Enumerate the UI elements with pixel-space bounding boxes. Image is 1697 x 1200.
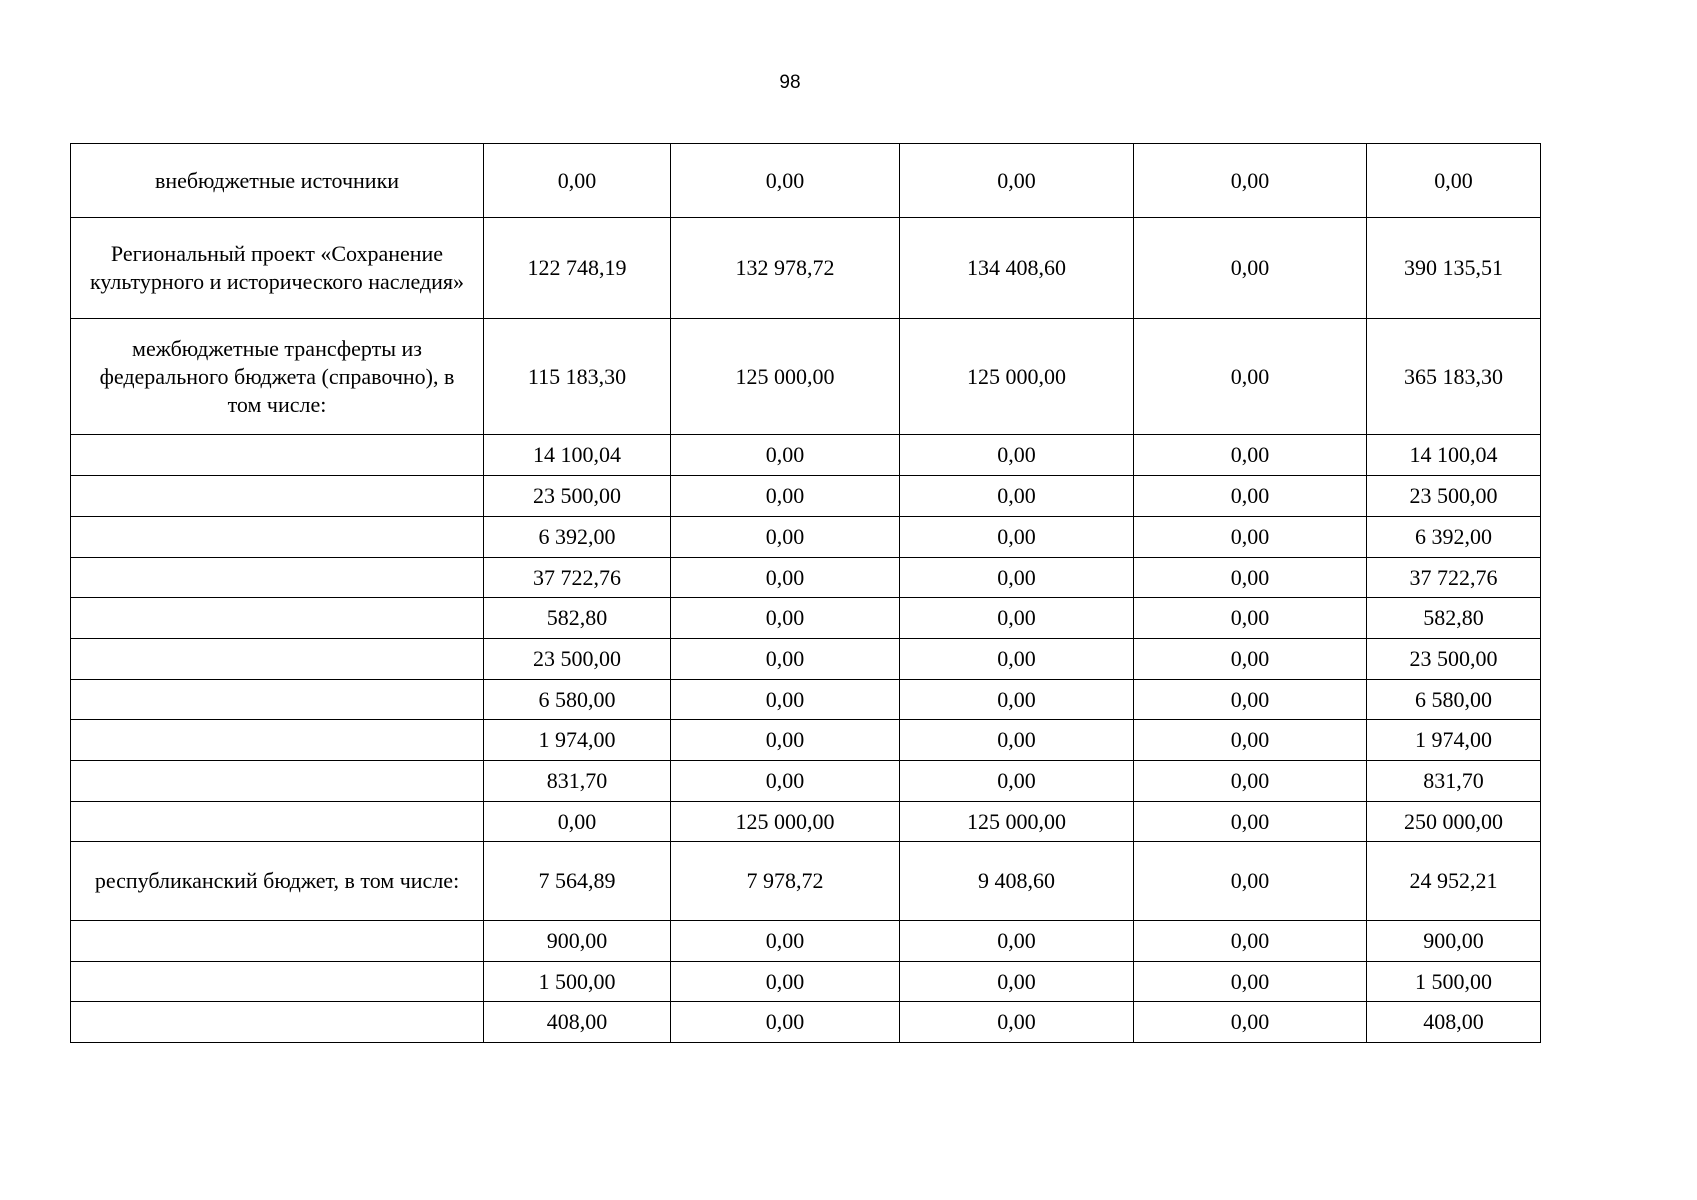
value-cell: 37 722,76: [1367, 558, 1541, 598]
table-row: [71, 435, 1541, 476]
value-cell: 582,80: [1367, 598, 1541, 639]
value-cell: 0,00: [900, 720, 1134, 761]
value-cell: 0,00: [900, 476, 1134, 517]
value-cell: 132 978,72: [671, 218, 900, 319]
value-cell: 0,00: [1134, 558, 1367, 598]
value-cell: 0,00: [1134, 1002, 1367, 1043]
table-row: [71, 319, 1541, 435]
value-cell: 0,00: [1134, 921, 1367, 962]
value-cell: 0,00: [484, 144, 671, 218]
value-cell: 900,00: [484, 921, 671, 962]
value-cell: 125 000,00: [900, 802, 1134, 842]
value-cell: 1 974,00: [1367, 720, 1541, 761]
row-label: [71, 1002, 484, 1043]
row-label: Региональный проект «Сохранение культурного и исторического наследия»: [71, 218, 484, 319]
value-cell: 0,00: [1134, 802, 1367, 842]
value-cell: 0,00: [1134, 218, 1367, 319]
table-row: [71, 639, 1541, 680]
table-row: [71, 761, 1541, 802]
value-cell: 0,00: [900, 558, 1134, 598]
table-row: [71, 144, 1541, 218]
value-cell: 0,00: [671, 598, 900, 639]
table-row: [71, 598, 1541, 639]
value-cell: 6 580,00: [1367, 680, 1541, 720]
value-cell: 0,00: [900, 1002, 1134, 1043]
value-cell: 0,00: [1367, 144, 1541, 218]
table-row: [71, 517, 1541, 558]
value-cell: 250 000,00: [1367, 802, 1541, 842]
value-cell: 0,00: [1134, 680, 1367, 720]
value-cell: 0,00: [671, 476, 900, 517]
value-cell: 23 500,00: [1367, 639, 1541, 680]
value-cell: 408,00: [1367, 1002, 1541, 1043]
value-cell: 0,00: [671, 921, 900, 962]
value-cell: 0,00: [1134, 476, 1367, 517]
row-label: [71, 962, 484, 1002]
page-number: 98: [779, 72, 801, 93]
table-row: [71, 680, 1541, 720]
value-cell: 0,00: [1134, 842, 1367, 921]
value-cell: 0,00: [1134, 962, 1367, 1002]
row-label: [71, 639, 484, 680]
value-cell: 0,00: [900, 921, 1134, 962]
row-label: внебюджетные источники: [71, 144, 484, 218]
row-label: [71, 558, 484, 598]
table-row: [71, 476, 1541, 517]
table-row: [71, 558, 1541, 598]
value-cell: 900,00: [1367, 921, 1541, 962]
value-cell: 0,00: [900, 680, 1134, 720]
table-row: [71, 921, 1541, 962]
value-cell: 0,00: [671, 680, 900, 720]
row-label: [71, 802, 484, 842]
value-cell: 23 500,00: [484, 639, 671, 680]
value-cell: 0,00: [1134, 435, 1367, 476]
value-cell: 0,00: [671, 517, 900, 558]
value-cell: 134 408,60: [900, 218, 1134, 319]
value-cell: 14 100,04: [1367, 435, 1541, 476]
value-cell: 125 000,00: [671, 319, 900, 435]
value-cell: 24 952,21: [1367, 842, 1541, 921]
row-label: [71, 761, 484, 802]
row-label: [71, 921, 484, 962]
value-cell: 23 500,00: [484, 476, 671, 517]
value-cell: 0,00: [671, 639, 900, 680]
value-cell: 390 135,51: [1367, 218, 1541, 319]
value-cell: 0,00: [900, 598, 1134, 639]
row-label: республиканский бюджет, в том числе:: [71, 842, 484, 921]
value-cell: 9 408,60: [900, 842, 1134, 921]
value-cell: 0,00: [1134, 144, 1367, 218]
value-cell: 408,00: [484, 1002, 671, 1043]
value-cell: 831,70: [1367, 761, 1541, 802]
value-cell: 7 978,72: [671, 842, 900, 921]
value-cell: 0,00: [900, 517, 1134, 558]
value-cell: 23 500,00: [1367, 476, 1541, 517]
value-cell: 0,00: [1134, 319, 1367, 435]
value-cell: 0,00: [671, 558, 900, 598]
row-label: [71, 598, 484, 639]
value-cell: 0,00: [900, 962, 1134, 1002]
value-cell: 0,00: [900, 761, 1134, 802]
value-cell: 1 500,00: [1367, 962, 1541, 1002]
value-cell: 7 564,89: [484, 842, 671, 921]
row-label: [71, 476, 484, 517]
value-cell: 6 580,00: [484, 680, 671, 720]
value-cell: 0,00: [671, 1002, 900, 1043]
row-label: [71, 720, 484, 761]
table-row: [71, 1002, 1541, 1043]
row-label: [71, 517, 484, 558]
value-cell: 125 000,00: [671, 802, 900, 842]
value-cell: 831,70: [484, 761, 671, 802]
row-label: [71, 435, 484, 476]
table-body: [71, 144, 1541, 1043]
budget-table: [70, 143, 1541, 1043]
table-row: [71, 802, 1541, 842]
value-cell: 0,00: [1134, 598, 1367, 639]
value-cell: 122 748,19: [484, 218, 671, 319]
value-cell: 0,00: [900, 435, 1134, 476]
value-cell: 37 722,76: [484, 558, 671, 598]
table-row: [71, 720, 1541, 761]
value-cell: 0,00: [671, 761, 900, 802]
table-row: [71, 218, 1541, 319]
value-cell: 6 392,00: [484, 517, 671, 558]
row-label: [71, 680, 484, 720]
value-cell: 0,00: [1134, 639, 1367, 680]
value-cell: 6 392,00: [1367, 517, 1541, 558]
value-cell: 115 183,30: [484, 319, 671, 435]
table-row: [71, 962, 1541, 1002]
value-cell: 582,80: [484, 598, 671, 639]
value-cell: 0,00: [1134, 517, 1367, 558]
row-label: межбюджетные трансферты из федерального бюджета (справочно), в том числе:: [71, 319, 484, 435]
value-cell: 0,00: [900, 639, 1134, 680]
value-cell: 365 183,30: [1367, 319, 1541, 435]
value-cell: 0,00: [671, 144, 900, 218]
value-cell: 0,00: [900, 144, 1134, 218]
value-cell: 0,00: [671, 720, 900, 761]
value-cell: 14 100,04: [484, 435, 671, 476]
value-cell: 1 974,00: [484, 720, 671, 761]
value-cell: 1 500,00: [484, 962, 671, 1002]
table-row: [71, 842, 1541, 921]
value-cell: 0,00: [671, 435, 900, 476]
value-cell: 0,00: [671, 962, 900, 1002]
value-cell: 0,00: [484, 802, 671, 842]
value-cell: 125 000,00: [900, 319, 1134, 435]
value-cell: 0,00: [1134, 720, 1367, 761]
value-cell: 0,00: [1134, 761, 1367, 802]
